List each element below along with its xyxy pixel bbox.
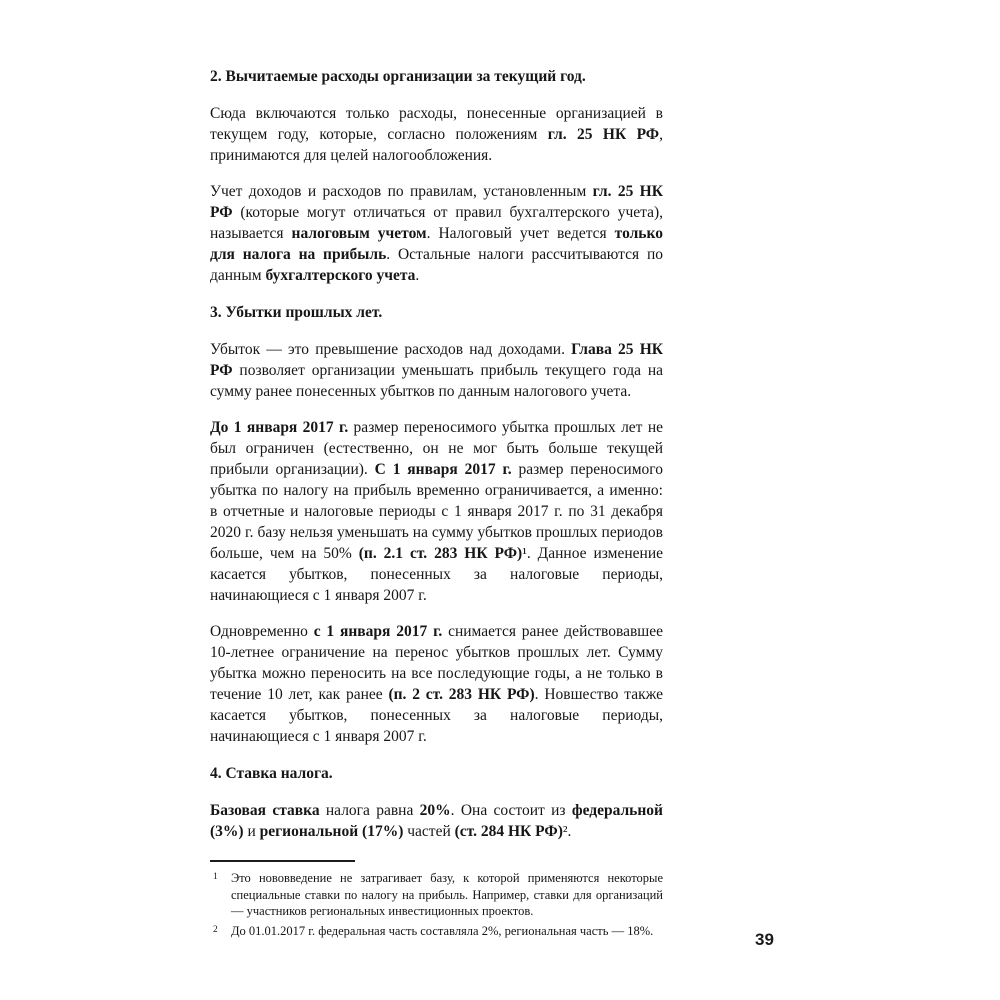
footnote <box>210 923 663 940</box>
footnote-text: До 01.01.2017 г. федеральная часть составляла 2%, региональная часть — 18%. <box>231 923 654 938</box>
page-number: 39 <box>755 930 774 949</box>
paragraph: До 1 января 2017 г. размер переносимого убытка прошлых лет не был ограничен (естественно, он не мог быть больше текущей прибыли организации). С 1 января 2017 г. размер переносимого убытка по налогу на прибыль временно ограничивается, а именно: в отчетные и налоговые периоды с 1 января 2017 г. по 31 декабря 2020 г. базу нельзя уменьшать на сумму убытков прошлых периодов больше, чем на 50% (п. 2.1 ст. 283 НК РФ)¹. Данное изменение касается убытков, понесенных за налоговые периоды, начинающиеся с 1 января 2007 г. <box>210 419 663 604</box>
footnote-section <box>210 870 663 939</box>
section-heading: 3. Убытки прошлых лет. <box>210 304 383 321</box>
section-heading: 4. Ставка налога. <box>210 765 333 782</box>
paragraph: Одновременно с 1 января 2017 г. снимается ранее действовавшее 10-летнее ограничение на перенос убытков прошлых лет. Сумму убытка можно переносить на все последующие годы, а не только в течение 10 лет, как ранее (п. 2 ст. 283 НК РФ). Новшество также касается убытков, понесенных за налоговые периоды, начинающиеся с 1 января 2007 г. <box>210 623 663 745</box>
footnote-marker: 2 <box>213 924 218 935</box>
paragraph: Сюда включаются только расходы, понесенные организацией в текущем году, которые, согласно положениям гл. 25 НК РФ, принимаются для целей налогообложения. <box>210 105 663 164</box>
footnote-marker: 1 <box>213 872 218 882</box>
footnote <box>210 870 663 920</box>
paragraph: Базовая ставка налога равна 20%. Она состоит из федеральной (3%) и региональной (17%) частей (ст. 284 НК РФ)². <box>210 802 663 840</box>
paragraph: Убыток — это превышение расходов над доходами. Глава 25 НК РФ позволяет организации уменьшать прибыль текущего года на сумму ранее понесенных убытков по данным налогового учета. <box>210 341 663 400</box>
paragraph: Учет доходов и расходов по правилам, установленным гл. 25 НК РФ (которые могут отличаться от правил бухгалтерского учета), называется налоговым учетом. Налоговый учет ведется только для налога на прибыль. Остальные налоги рассчитываются по данным бухгалтерского учета. <box>210 183 663 284</box>
section-heading: 2. Вычитаемые расходы организации за текущий год. <box>210 68 586 85</box>
body-text <box>210 66 663 842</box>
text-column <box>210 50 663 942</box>
footnote-divider <box>210 860 355 862</box>
footnote-text: Это нововведение не затрагивает базу, к которой применяются некоторые специальные ставки по налогу на прибыль. Например, ставки для организаций — участников региональных инвестиционных проектов. <box>231 871 663 918</box>
